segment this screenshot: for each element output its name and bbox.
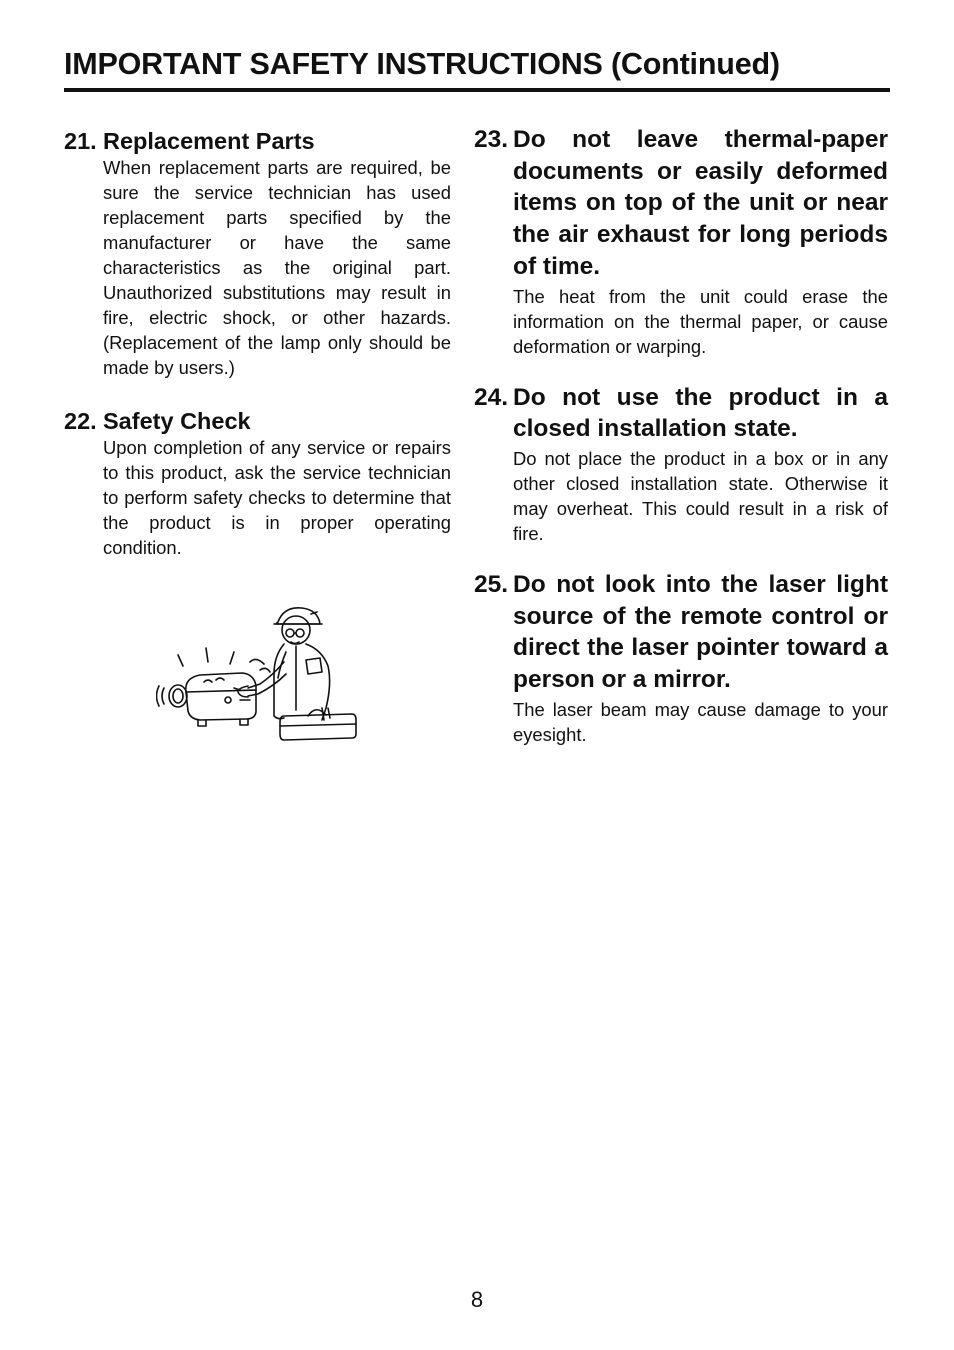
section-number: 23. — [474, 126, 509, 153]
section-title: Replacement Parts — [103, 128, 315, 154]
section-laser-light — [474, 569, 888, 747]
section-safety-check — [64, 404, 451, 560]
section-closed-installation — [474, 382, 888, 546]
title-divider — [64, 88, 890, 92]
section-title: Do not leave thermal-paper documents or easily deformed items on top of the unit or near the air exhaust for long periods of time. — [513, 126, 888, 280]
section-thermal-paper — [474, 124, 888, 359]
section-number: 21. — [64, 128, 97, 154]
section-title: Do not look into the laser light source of the remote control or direct the laser pointer toward a person or a mirror. — [513, 570, 888, 694]
section-heading — [474, 124, 888, 283]
section-title: Safety Check — [103, 408, 251, 434]
right-column — [474, 124, 888, 747]
section-heading — [64, 124, 451, 158]
section-number: 25. — [474, 570, 509, 598]
section-heading — [64, 404, 451, 438]
section-heading — [474, 569, 888, 696]
page-number: 8 — [470, 1287, 484, 1312]
page-title: IMPORTANT SAFETY INSTRUCTIONS (Continued) — [64, 47, 780, 81]
section-replacement-parts — [64, 124, 451, 380]
section-body: The laser beam may cause damage to your eyesight. — [513, 698, 888, 745]
section-heading — [474, 382, 888, 445]
section-number: 22. — [64, 408, 97, 434]
section-body: When replacement parts are required, be sure the service technician has used replacement parts specified by the manufacturer or have the same characteristics as the original part. Unauthorized substitutions may result in fire, electric shock, or other hazards. (Replacement of the lamp only should be made by users.) — [103, 157, 451, 378]
section-title: Do not use the product in a closed installation state. — [513, 383, 888, 443]
service-technician-illustration — [156, 600, 358, 742]
section-number: 24. — [474, 383, 509, 411]
section-body: Do not place the product in a box or in any other closed installation state. Otherwise it may overheat. This could result in a risk of fire. — [513, 447, 888, 544]
section-body: Upon completion of any service or repairs to this product, ask the service technician to perform safety checks to determine that the product is in proper operating condition. — [103, 437, 451, 558]
section-body: The heat from the unit could erase the information on the thermal paper, or cause deformation or warping. — [513, 285, 888, 357]
left-column — [64, 124, 451, 560]
